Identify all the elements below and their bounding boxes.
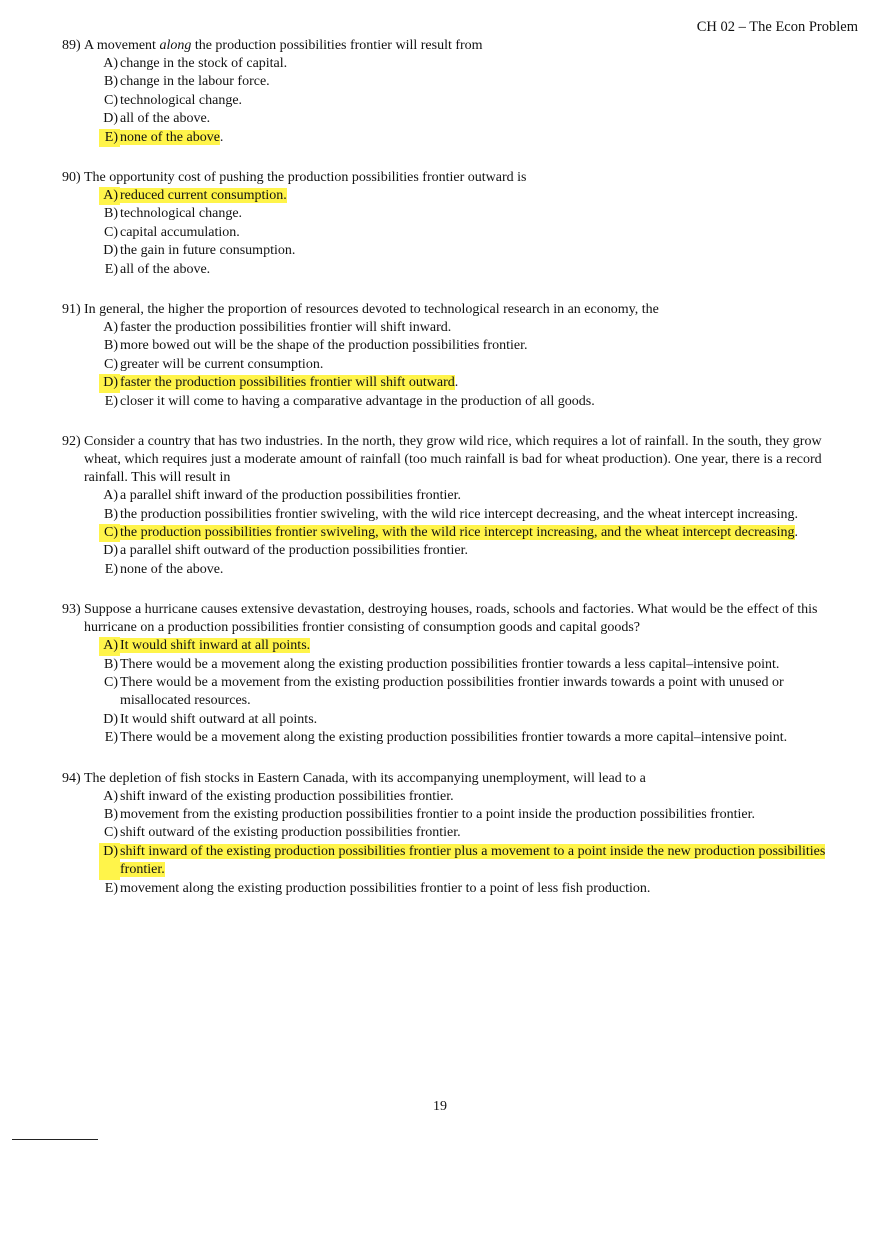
highlighted-answer: It would shift inward at all points. [120,638,311,654]
option-e [62,729,840,747]
question-number: 89) [62,38,81,53]
option-letter: B) [104,74,118,90]
option-letter: A) [103,488,118,504]
option-d [62,242,840,260]
option-text: There would be a movement along the existing production possibilities frontier towards a more capital–intensive point. [120,730,788,746]
option-b [62,656,840,674]
question-text: Consider a country that has two industries. In the north, they grow wild rice, which requires a lot of rainfall. In the south, they grow wheat, which requires just a moderate amount of rainfall (too much rainfall is bad for wheat production). One year, there is a record rainfall. This will result in [84,434,826,486]
question-list [62,37,840,920]
option-text: capital accumulation. [120,224,240,240]
question-number: 93) [62,602,81,618]
option-b [62,205,840,223]
question-89 [62,37,840,147]
question-number: 90) [62,170,81,186]
option-letter: C) [104,224,118,240]
option-d [62,542,840,560]
option-letter: D) [99,843,120,880]
option-c [62,224,840,242]
option-text: all of the above. [120,261,211,277]
option-e-answer [62,129,840,147]
question-stem [62,301,840,319]
option-d-answer [62,843,840,880]
stem-part: A movement [84,38,160,53]
question-number: 91) [62,302,81,318]
highlighted-answer: none of the above [120,129,220,145]
option-letter: C) [99,524,120,542]
option-a [62,487,840,505]
question-text: The opportunity cost of pushing the production possibilities frontier outward is [84,170,527,186]
option-letter: D) [103,711,118,727]
option-a [62,319,840,337]
option-text: the gain in future consumption. [120,243,296,259]
option-a-answer [62,187,840,205]
option-letter: B) [104,656,118,672]
option-c-answer [62,524,840,542]
option-text: a parallel shift inward of the production possibilities frontier. [120,488,461,504]
option-letter: C) [104,674,118,690]
question-91 [62,301,840,411]
option-e [62,880,840,898]
option-letter: A) [99,637,120,655]
option-e [62,393,840,411]
question-stem [62,169,840,187]
highlighted-answer: faster the production possibilities frontier will shift outward [120,375,455,391]
option-letter: B) [104,206,118,222]
question-90 [62,169,840,279]
option-d [62,110,840,128]
option-a-answer [62,637,840,655]
option-text: It would shift outward at all points. [120,711,318,727]
highlighted-answer: reduced current consumption. [120,188,287,204]
option-letter: B) [104,506,118,522]
option-letter: C) [104,825,118,841]
option-text: a parallel shift outward of the production possibilities frontier. [120,543,468,559]
page-number: 19 [433,1099,447,1114]
question-text: The depletion of fish stocks in Eastern Canada, with its accompanying unemployment, will lead to a [84,770,646,786]
answer-suffix: . [454,375,459,391]
option-a [62,788,840,806]
question-number: 92) [62,434,81,450]
option-letter: A) [103,56,118,71]
option-text: greater will be current consumption. [120,356,324,372]
option-letter: A) [103,320,118,336]
option-b [62,806,840,824]
option-c [62,674,840,711]
option-letter: E) [104,393,118,409]
option-letter: B) [104,338,118,354]
option-d [62,711,840,729]
option-text: technological change. [120,92,243,108]
answer-suffix: . [219,129,224,145]
option-text: shift inward of the existing production possibilities frontier. [120,788,454,804]
question-stem [62,601,840,637]
option-letter: A) [103,788,118,804]
option-text: more bowed out will be the shape of the production possibilities frontier. [120,338,528,354]
option-text: none of the above. [120,561,224,577]
option-letter: D) [103,111,118,127]
option-text: There would be a movement from the existing production possibilities frontier inwards towards a point with unused or misallocated resources. [120,674,784,709]
question-number: 94) [62,770,81,786]
option-e [62,261,840,279]
option-text: faster the production possibilities frontier will shift inward. [120,320,452,336]
option-letter: D) [103,543,118,559]
question-stem [62,37,840,55]
option-letter: E) [104,880,118,896]
option-letter: E) [104,730,118,746]
option-letter: E) [104,261,118,277]
option-text: all of the above. [120,111,211,127]
option-text: change in the stock of capital. [120,56,288,71]
answer-suffix: . [794,524,799,540]
option-a [62,55,840,73]
question-text: In general, the higher the proportion of resources devoted to technological research in an economy, the [84,302,659,318]
option-e [62,561,840,579]
option-c [62,92,840,110]
option-text: change in the labour force. [120,74,270,90]
question-text [84,37,840,55]
option-text: technological change. [120,206,243,222]
question-93 [62,601,840,747]
option-text: shift outward of the existing production possibilities frontier. [120,825,461,841]
option-letter: A) [99,187,120,205]
option-letter: C) [104,356,118,372]
question-stem [62,770,840,788]
highlighted-answer: the production possibilities frontier swiveling, with the wild rice intercept increasing, and the wheat intercept decreasing [120,524,795,540]
question-stem [62,433,840,487]
option-letter: B) [104,806,118,822]
highlighted-answer: shift inward of the existing production possibilities frontier plus a movement to a point inside the new production possibilities frontier. [120,843,826,878]
option-text: movement along the existing production possibilities frontier to a point of less fish production. [120,880,651,896]
option-d-answer [62,374,840,392]
option-letter: E) [99,129,120,147]
option-letter: E) [104,561,118,577]
option-c [62,356,840,374]
stem-part: the production possibilities frontier will result from [191,38,483,53]
option-c [62,824,840,842]
option-b [62,337,840,355]
stem-emphasis: along [159,38,192,53]
question-92 [62,433,840,579]
question-94 [62,770,840,898]
option-b [62,73,840,91]
option-letter: C) [104,92,118,108]
option-letter: D) [103,243,118,259]
question-text: Suppose a hurricane causes extensive devastation, destroying houses, roads, schools and factories. What would be the effect of this hurricane on a production possibilities frontier consisting of consumption goods and capital goods? [84,602,822,636]
option-b [62,506,840,524]
option-letter: D) [99,374,120,392]
chapter-header: CH 02 – The Econ Problem [696,19,858,35]
option-text: the production possibilities frontier swiveling, with the wild rice intercept decreasing, and the wheat intercept increasing. [120,506,799,522]
option-text: There would be a movement along the existing production possibilities frontier towards a less capital–intensive point. [120,656,780,672]
option-text: movement from the existing production possibilities frontier to a point inside the production possibilities frontier. [120,806,755,822]
footnote-divider [12,1139,98,1140]
option-text: closer it will come to having a comparative advantage in the production of all goods. [120,393,595,409]
